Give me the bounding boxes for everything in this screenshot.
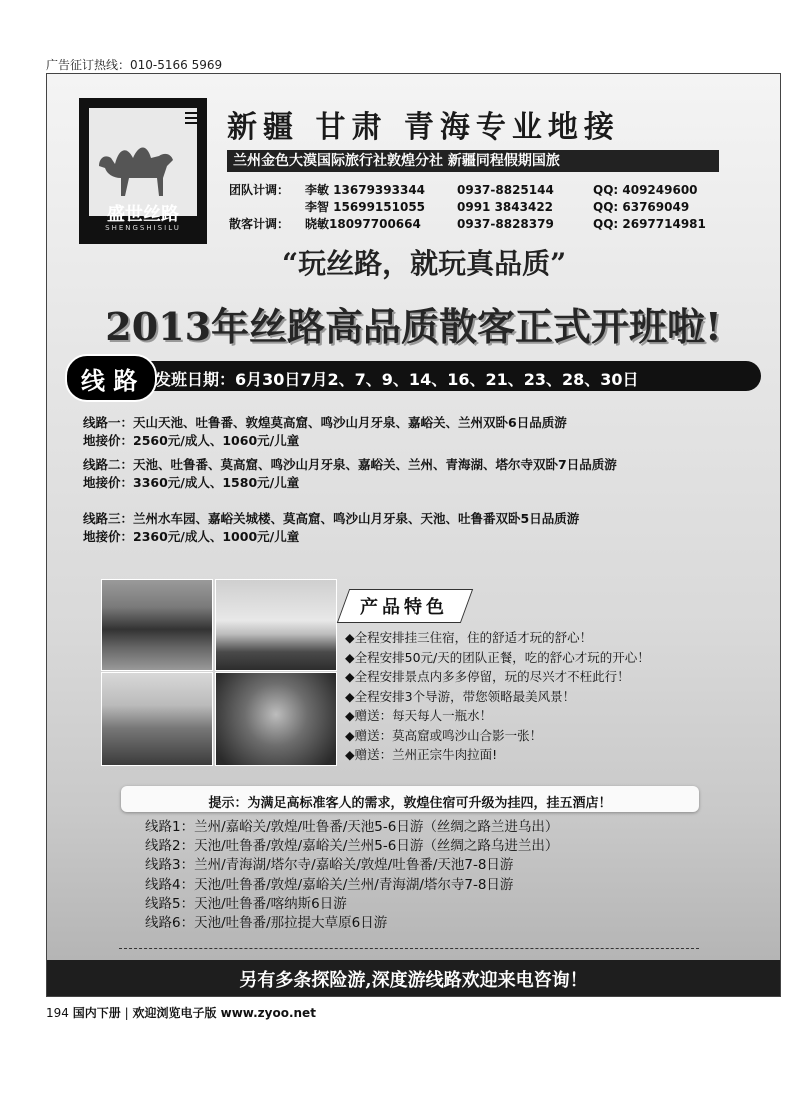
contact-tel: 0937-8825144 — [457, 183, 554, 197]
photo-buddha-statues — [215, 672, 337, 766]
features-list — [345, 628, 650, 765]
contact-qq: QQ: 63769049 — [593, 200, 690, 214]
contact-tel: 0937-8828379 — [457, 217, 554, 231]
route-description: 线路二：天池、吐鲁番、莫高窟、鸣沙山月牙泉、嘉峪关、兰州、青海湖、塔尔寺双卧7日品质游 — [83, 457, 617, 472]
contact-qq: QQ: 2697714981 — [593, 217, 706, 231]
extra-route-list — [145, 818, 558, 933]
ad-hotline: 广告征订热线：010-5166 5969 — [46, 58, 223, 72]
headline: 2013年丝路高品质散客正式开班啦! — [105, 304, 722, 349]
extra-route-item: 线路3：兰州/青海湖/塔尔寺/嘉峪关/敦煌/吐鲁番/天池7-8日游 — [145, 857, 514, 874]
feature-item: ◆赠送：兰州正宗牛肉拉面! — [345, 747, 498, 762]
ad-frame — [46, 73, 781, 997]
tip-text: 提示：为满足高标准客人的需求，敦煌住宿可升级为挂四，挂五酒店！ — [208, 796, 612, 811]
page-number: 194 — [46, 1006, 69, 1020]
route-price: 地接价：2560元/成人、1060元/儿童 — [83, 433, 300, 448]
extra-route-item: 线路6：天池/吐鲁番/那拉提大草原6日游 — [145, 915, 388, 932]
company-logo — [79, 98, 207, 244]
logo-text: 盛世丝路 — [107, 204, 179, 225]
contact-row — [229, 216, 733, 233]
feature-item: ◆赠送：每天每人一瓶水！ — [345, 708, 493, 723]
feature-item: ◆全程安排3个导游，带您领略最美风景！ — [345, 688, 576, 704]
route-price: 地接价：2360元/成人、1000元/儿童 — [83, 529, 300, 544]
features-title: 产品特色 — [360, 597, 448, 618]
feature-item: ◆全程安排景点内多多停留，玩的尽兴才不枉此行！ — [345, 669, 630, 684]
route-price: 地接价：3360元/成人、1580元/儿童 — [83, 475, 300, 490]
feature-item: ◆赠送：莫高窟或鸣沙山合影一张！ — [345, 727, 543, 743]
route-description: 线路一：天山天池、吐鲁番、敦煌莫高窟、鸣沙山月牙泉、嘉峪关、兰州双卧6日品质游 — [83, 415, 567, 430]
route-description: 线路三：兰州水车园、嘉峪关城楼、莫高窟、鸣沙山月牙泉、天池、吐鲁番双卧5日品质游 — [83, 511, 580, 526]
contact-name: 晓敏18097700664 — [305, 217, 421, 231]
contact-name: 李智 15699151055 — [305, 200, 426, 214]
feature-item: ◆全程安排50元/天的团队正餐，吃的舒心才玩的开心！ — [345, 649, 650, 665]
footer-banner-text: 另有多条探险游,深度游线路欢迎来电咨询！ — [239, 970, 588, 991]
contact-block — [229, 182, 733, 233]
photo-desert-pavilion — [215, 579, 337, 671]
contact-name: 李敏 13679393344 — [305, 183, 426, 197]
route-label: 线 路 — [81, 367, 138, 395]
footer-site-text: 欢迎浏览电子版 www.zyoo.net — [132, 1006, 316, 1020]
ad-title: 新疆 甘肃 青海专业地接 — [227, 110, 620, 145]
contact-role: 团队计调： — [229, 183, 290, 197]
extra-route-item: 线路2：天池/吐鲁番/敦煌/嘉峪关/兰州5-6日游（丝绸之路乌进兰出） — [145, 838, 559, 855]
contact-row — [229, 199, 733, 216]
dashed-divider — [119, 948, 699, 949]
contact-role: 散客计调： — [229, 217, 290, 231]
photo-mountain-lake — [101, 579, 213, 671]
contact-role — [229, 199, 305, 216]
contact-row — [229, 182, 733, 199]
extra-route-item: 线路1：兰州/嘉峪关/敦煌/吐鲁番/天池5-6日游（丝绸之路兰进乌出） — [145, 819, 559, 835]
page-footer — [46, 1004, 316, 1021]
departure-dates: 发班日期：6月30日7月2、7、9、14、16、21、23、28、30日 — [155, 370, 639, 389]
contact-qq: QQ: 409249600 — [593, 183, 698, 197]
logo-subtext: SHENGSHISILU — [105, 224, 181, 232]
extra-route-item: 线路4：天池/吐鲁番/敦煌/嘉峪关/兰州/青海湖/塔尔寺7-8日游 — [145, 876, 514, 893]
agency-names: 兰州金色大漠国际旅行社敦煌分社 新疆同程假期国旅 — [227, 150, 719, 172]
contact-tel: 0991 3843422 — [457, 200, 554, 214]
feature-item: ◆全程安排挂三住宿，住的舒适才玩的舒心！ — [345, 630, 593, 645]
footer-separator: | — [124, 1006, 133, 1020]
slogan: “玩丝路，就玩真品质” — [282, 247, 567, 280]
photo-ruins — [101, 672, 213, 766]
extra-route-item: 线路5：天池/吐鲁番/喀纳斯6日游 — [145, 895, 347, 912]
section-name: 国内下册 — [72, 1006, 121, 1020]
route-list — [83, 414, 617, 546]
